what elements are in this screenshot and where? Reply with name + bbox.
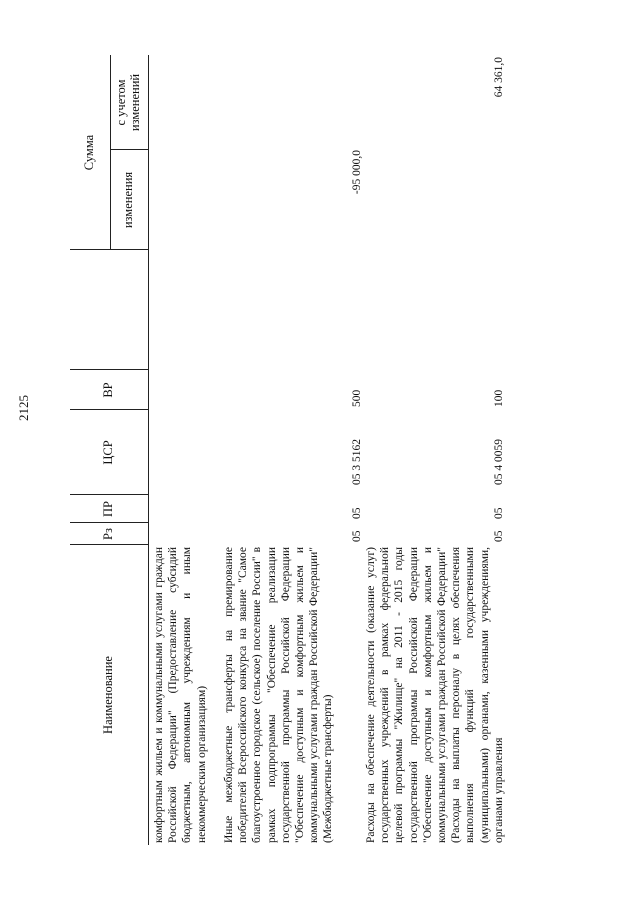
header-sum: Сумма <box>82 134 97 171</box>
row-name: комфортным жильем и коммунальными услугами граждан Российской Федерации" (Предоставление субсидий бюджетным, автономным учреждениям и иным некоммерческим организациям) <box>153 547 208 843</box>
header-change: изменения <box>121 171 136 229</box>
sum-header-separator <box>110 55 111 250</box>
header-pr: ПР <box>101 501 116 517</box>
row-name: Иные межбюджетные трансферты на премирование победителей Всероссийского конкурса на звание "Самое благоустроенное городское (сельское) поселение России" в рамках подпрограммы "Обеспечение реализации государственной программы Российской Федерации "Обеспечение доступным и комфортным жильем и коммунальными услугами граждан Российской Федерации" (Межбюджетные трансферты) <box>223 547 335 843</box>
header-vr: ВР <box>101 382 116 398</box>
header-rz: Рз <box>101 528 116 540</box>
row-csr: 05 3 5162 <box>351 439 363 485</box>
column-divider <box>70 409 148 410</box>
row-pr: 05 <box>493 507 505 519</box>
header-csr: ЦСР <box>101 440 116 465</box>
column-divider <box>110 149 148 150</box>
row-change: -95 000,0 <box>351 150 363 195</box>
row-rz: 05 <box>493 530 505 542</box>
column-divider <box>70 369 148 370</box>
row-pr: 05 <box>351 507 363 519</box>
rotated-table <box>70 55 600 845</box>
page-number: 2125 <box>16 395 31 421</box>
column-divider <box>70 249 148 250</box>
header-with-changes: с учетом изменений <box>114 73 142 132</box>
row-rz: 05 <box>351 530 363 542</box>
row-with-changes: 64 361,0 <box>493 57 505 98</box>
row-vr: 500 <box>351 389 363 407</box>
header-name: Наименование <box>101 656 116 734</box>
table-header <box>70 55 149 845</box>
column-divider <box>70 544 148 545</box>
row-name: Расходы на обеспечение деятельности (оказание услуг) государственных учреждений в рамках федеральной целевой программы "Жилище" на 2011 - 2015 годы государственной программы Российской Федерации "Обеспечение доступным и комфортным жильем и коммунальными услугами граждан Российской Федерации" (Расходы на выплаты персоналу в целях обеспечения выполнения функций государственными (муниципальными) органами, казенными учреждениями, органами управления <box>365 547 505 843</box>
row-csr: 05 4 0059 <box>493 439 505 485</box>
column-divider <box>70 494 148 495</box>
column-divider <box>70 522 148 523</box>
row-vr: 100 <box>493 389 505 407</box>
